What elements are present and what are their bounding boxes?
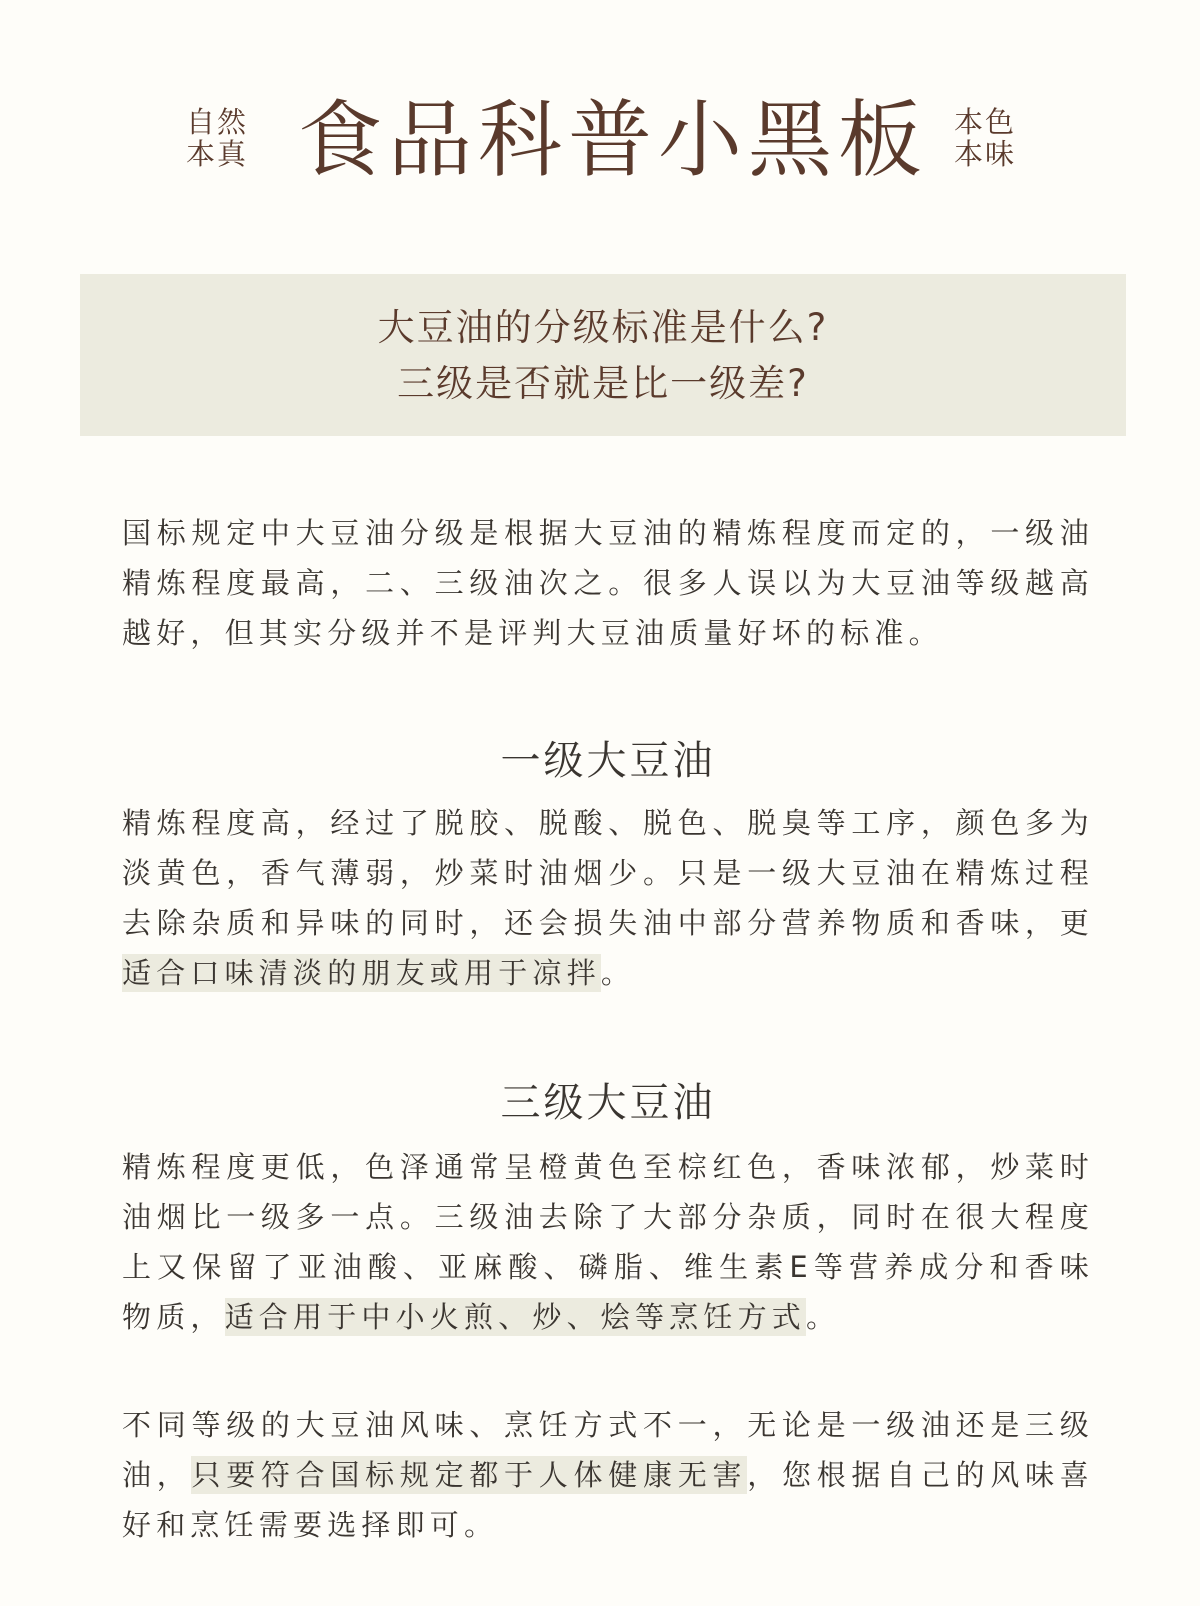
page-title: 食品科普小黑板: [298, 91, 929, 189]
grade1-paragraph: [122, 798, 1094, 998]
grade3-heading: 三级大豆油: [500, 1080, 716, 1126]
closing-text-end: ，您根据自己的风味喜好和烹饪需要选择即可。: [122, 1458, 1094, 1542]
question-line-1: 大豆油的分级标准是什么?: [377, 306, 829, 349]
question-line-2: 三级是否就是比一级差?: [397, 362, 809, 405]
grade3-text-end: 。: [806, 1300, 841, 1334]
left-tagline-line2: 本真: [186, 137, 249, 171]
left-tagline: [186, 106, 248, 170]
grade1-text: 精炼程度高，经过了脱胶、脱酸、脱色、脱臭等工序，颜色多为淡黄色，香气薄弱，炒菜时油烟少。只是一级大豆油在精炼过程去除杂质和异味的同时，还会损失油中部分营养物质和香味，更: [122, 806, 1094, 940]
right-tagline-line2: 本味: [954, 137, 1017, 171]
closing-paragraph: [122, 1400, 1094, 1550]
right-tagline-line1: 本色: [954, 105, 1017, 139]
grade1-heading: 一级大豆油: [500, 738, 716, 784]
grade3-text: 精炼程度更低，色泽通常呈橙黄色至棕红色，香味浓郁，炒菜时油烟比一级多一点。三级油去除了大部分杂质，同时在很大程度上又保留了亚油酸、亚麻酸、磷脂、维生素E等营养成分和香味物质，: [122, 1150, 1094, 1334]
closing-text: 不同等级的大豆油风味、烹饪方式不一，无论是一级油还是三级油，: [122, 1408, 1094, 1492]
grade1-text-end: 。: [600, 956, 636, 990]
article-body: [122, 508, 1094, 1550]
header: [0, 88, 1200, 198]
right-tagline: [954, 106, 1016, 170]
question-banner: [80, 274, 1126, 436]
grade3-highlight: 适合用于中小火煎、炒、烩等烹饪方式: [224, 1300, 807, 1334]
grade3-paragraph: [122, 1142, 1094, 1342]
grade1-highlight: 适合口味清淡的朋友或用于凉拌: [122, 956, 601, 990]
intro-paragraph: 国标规定中大豆油分级是根据大豆油的精炼程度而定的，一级油精炼程度最高，二、三级油次之。很多人误以为大豆油等级越高越好，但其实分级并不是评判大豆油质量好坏的标准。: [122, 516, 1094, 650]
left-tagline-line1: 自然: [186, 105, 249, 139]
closing-highlight: 只要符合国标规定都于人体健康无害: [191, 1458, 748, 1492]
